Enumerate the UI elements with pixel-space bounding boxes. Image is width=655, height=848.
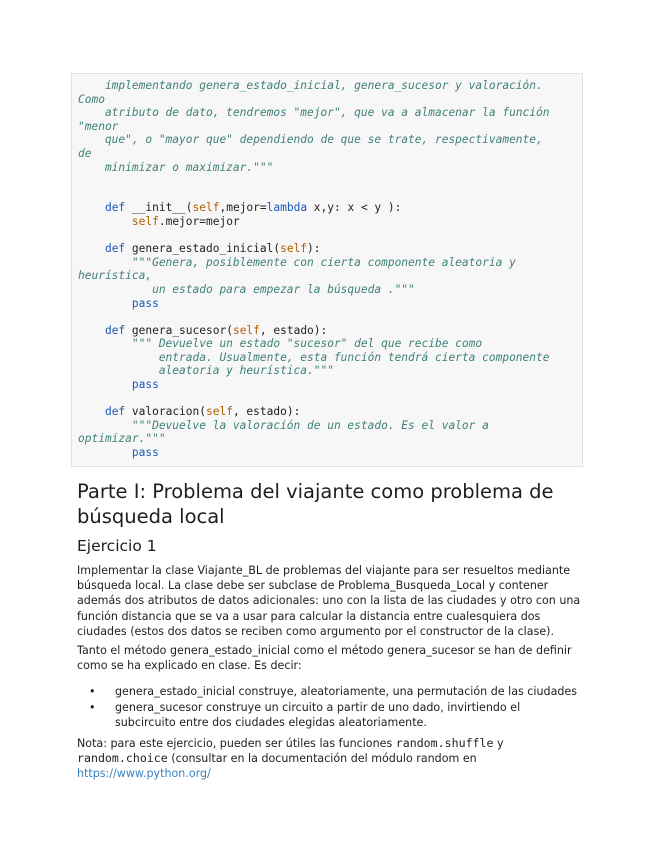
code-block — [71, 73, 583, 467]
method-list — [77, 684, 582, 732]
code-token: def — [104, 242, 126, 256]
code-token: self — [206, 405, 233, 419]
code-token: pass — [131, 378, 159, 392]
code-token: optimizar.""" — [78, 432, 166, 446]
code-random-shuffle: random.shuffle — [395, 736, 494, 750]
code-line — [78, 161, 576, 175]
code-token: genera_estado_inicial( — [125, 242, 281, 256]
code-token: heurística, — [78, 269, 153, 283]
code-token: que", o "mayor que" dependiendo de que se trate, respectivamente, — [78, 133, 543, 147]
code-token — [78, 297, 132, 310]
code-line — [78, 174, 576, 188]
code-line — [78, 79, 576, 93]
code-line — [78, 351, 576, 365]
code-token: def — [104, 323, 126, 337]
list-item-text: genera_estado_inicial construye, aleatoriamente, una permutación de las ciudades — [115, 685, 578, 698]
code-line — [78, 256, 576, 270]
code-token: , estado): — [232, 405, 301, 419]
code-line — [78, 120, 576, 134]
code-token: pass — [131, 296, 159, 310]
code-token: implementando genera_estado_inicial, genera_sucesor y valoración. — [78, 79, 543, 92]
note-suffix: (consultar en la documentación del módulo random en — [167, 752, 477, 766]
code-token: "menor — [78, 119, 119, 133]
code-line — [78, 269, 576, 283]
code-random-choice: random.choice — [77, 751, 168, 766]
list-item-text: genera_sucesor construye un circuito a partir de uno dado, invirtiendo el subcircuito entre dos ciudades elegidas aleatoriamente. — [115, 701, 521, 730]
code-line — [78, 310, 576, 324]
code-token: """Devuelve la valoración de un estado. Es el valor a — [78, 418, 489, 432]
note-paragraph — [77, 736, 582, 782]
code-line — [78, 432, 576, 446]
code-line — [78, 201, 576, 215]
code-token: atributo de dato, tendremos "mejor", que va a almacenar la función — [78, 106, 550, 120]
code-line — [78, 297, 576, 311]
code-token: aleatoria y heurística.""" — [78, 364, 334, 378]
method-description: Tanto el método genera_estado_inicial como el método genera_sucesor se han de definir como se ha explicado en clase. Es decir: — [77, 644, 572, 673]
code-line — [78, 337, 576, 351]
code-line — [78, 283, 576, 297]
code-line — [78, 106, 576, 120]
bullet-glyph: • — [89, 685, 96, 698]
code-token: .mejor=mejor — [158, 214, 240, 228]
code-line — [78, 229, 576, 243]
code-line — [78, 364, 576, 378]
code-token — [78, 242, 105, 255]
code-token: self — [192, 201, 220, 215]
code-line — [78, 215, 576, 229]
note-mid: y — [493, 737, 504, 750]
code-line — [78, 188, 576, 202]
code-token: genera_sucesor( — [125, 323, 233, 337]
code-line — [78, 378, 576, 392]
section-title: Parte I: Problema del viajante como problema de búsqueda local — [77, 480, 554, 528]
code-token: lambda — [266, 201, 308, 215]
code-token — [78, 324, 105, 337]
code-token: self — [232, 323, 260, 337]
code-line — [78, 133, 576, 147]
code-token: self — [280, 242, 308, 256]
code-token — [78, 215, 132, 228]
code-token: , estado): — [259, 323, 328, 337]
code-token — [78, 405, 105, 418]
code-token: valoracion( — [125, 405, 206, 419]
code-line — [78, 93, 576, 107]
code-line — [78, 324, 576, 338]
code-token: x,y: x < y ): — [307, 201, 402, 215]
code-line — [78, 392, 576, 406]
code-token: def — [104, 201, 126, 215]
code-token — [78, 201, 105, 214]
code-token: Como — [78, 92, 105, 106]
list-item — [77, 700, 582, 730]
code-line — [78, 446, 576, 460]
code-token: un estado para empezar la búsqueda .""" — [78, 282, 415, 296]
exercise-title: Ejercicio 1 — [77, 537, 157, 555]
code-token: ): — [307, 242, 321, 256]
code-token — [78, 446, 132, 459]
code-token: entrada. Usualmente, esta función tendrá cierta componente — [78, 350, 550, 364]
code-token — [78, 378, 132, 391]
code-token: """ Devuelve un estado "sucesor" del que recibe como — [78, 337, 483, 351]
code-token: def — [104, 405, 126, 419]
note-prefix: Nota: para este ejercicio, pueden ser útiles las funciones — [77, 737, 396, 750]
code-line — [78, 242, 576, 256]
bullet-glyph: • — [89, 701, 96, 715]
code-token: minimizar o maximizar.""" — [78, 160, 274, 174]
code-token: de — [78, 146, 92, 160]
code-token: """Genera, posiblemente con cierta componente aleatoria y — [78, 255, 516, 269]
python-org-link[interactable]: https://www.python.org/ — [77, 767, 211, 781]
code-token: ,mejor= — [219, 201, 267, 215]
code-token: pass — [131, 446, 159, 460]
code-line — [78, 147, 576, 161]
code-token: self — [131, 214, 159, 228]
exercise-description: Implementar la clase Viajante_BL de problemas del viajante para ser resueltos mediante búsqueda local. La clase debe ser subclase de Problema_Busqueda_Local y contener además dos atributos de datos adicionales: uno con la lista de las ciudades y otro con una función distancia que se va a usar para calcular la distancia entre cualesquiera dos ciudades (estos dos datos se reciben como argumento por el constructor de la clase). — [77, 564, 581, 638]
list-item — [77, 684, 582, 699]
code-line — [78, 405, 576, 419]
code-line — [78, 419, 576, 433]
code-token: __init__( — [125, 201, 193, 215]
